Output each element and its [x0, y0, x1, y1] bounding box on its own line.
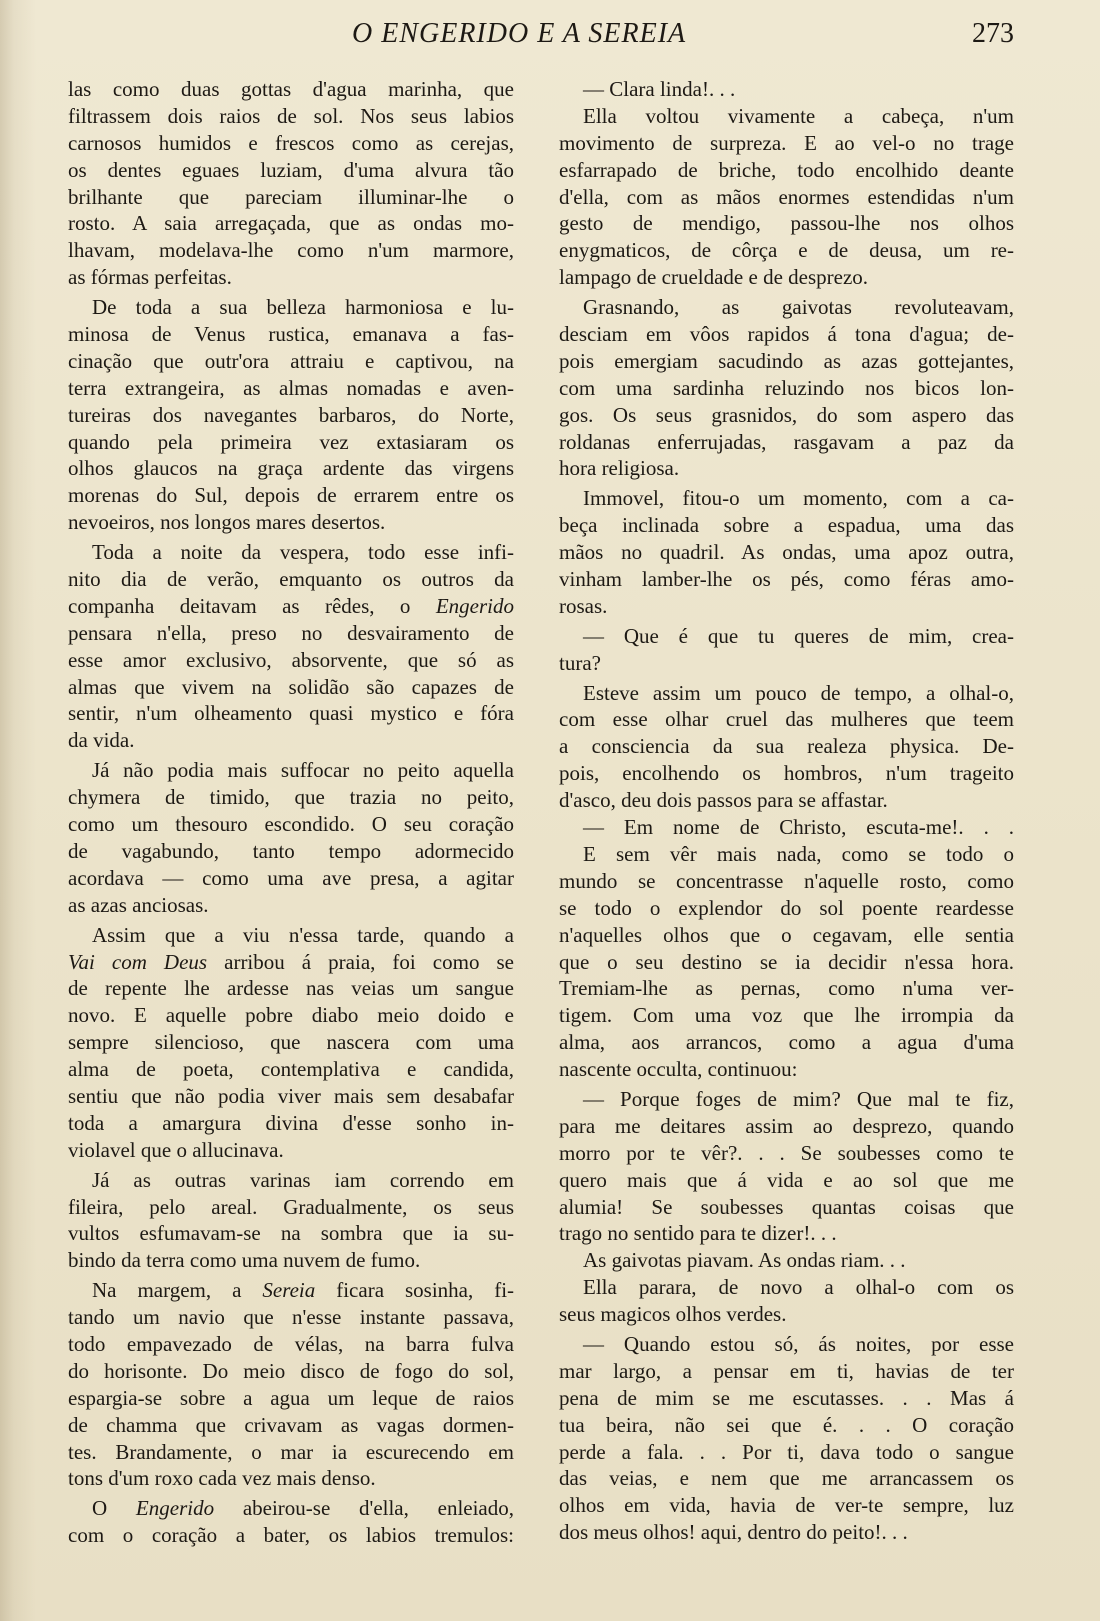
- text-line: — Quando estou só, ás noites, por esse: [583, 1331, 1014, 1356]
- text-line: todo empavezado de vélas, na barra fulva: [68, 1331, 514, 1356]
- text-line: cinação que outr'ora attraiu e captivou, na: [68, 348, 514, 373]
- text-line: Immovel, fitou-o um momento, com a ca-: [583, 486, 1014, 511]
- text-line: [68, 1277, 514, 1304]
- text-line: morro por te vêr?. . . Se soubesses como te: [559, 1140, 1014, 1165]
- text-line: mãos no quadril. As ondas, uma apoz outra,: [559, 540, 1014, 565]
- right-column: [559, 76, 1014, 1546]
- text-line: mundo se concentrasse n'aquelle rosto, como: [559, 868, 1014, 893]
- text-line: Ella parara, de novo a olhal-o com os: [583, 1275, 1014, 1300]
- italic-name: Vai com Deus: [68, 949, 208, 974]
- running-title: O ENGERIDO E A SEREIA: [352, 18, 687, 49]
- text-line: — Em nome de Christo, escuta-me!. . .: [583, 815, 1014, 840]
- text-line: tura?: [559, 650, 601, 675]
- text-line: vultos esfumavam-se na sombra que ia su-: [68, 1221, 514, 1246]
- text-line: com uma sardinha reluzindo nos bicos lon-: [559, 375, 1014, 400]
- text-line: da vida.: [68, 728, 135, 753]
- text-line: filtrassem dois raios de sol. Nos seus labios: [68, 103, 514, 128]
- page-number: 273: [972, 18, 1014, 49]
- text-line: das veias, e nem que me arrancassem os: [559, 1466, 1014, 1491]
- text-line: sentir, n'um olheamento quasi mystico e fóra: [68, 701, 514, 726]
- text-line: n'aquelles olhos que o cegavam, elle sentia: [559, 922, 1014, 947]
- text-line: como um thesouro escondido. O seu coração: [68, 812, 514, 837]
- text-line: E sem vêr mais nada, como se todo o: [583, 841, 1014, 866]
- text-line: Tremiam-lhe as pernas, como n'uma ver-: [559, 976, 1014, 1001]
- text-line: trago no sentido para te dizer!. . .: [559, 1221, 837, 1246]
- text-line: desciam em vôos rapidos á tona d'agua; de-: [559, 322, 1014, 347]
- text-line: alma de poeta, contemplativa e candida,: [68, 1057, 514, 1082]
- text-line: os dentes eguaes luziam, d'uma alvura tão: [68, 157, 514, 182]
- text-line: movimento de surpreza. E ao vel-o no trage: [559, 130, 1014, 155]
- text-line: Ella voltou vivamente a cabeça, n'um: [583, 103, 1014, 128]
- text-line: bindo da terra como uma nuvem de fumo.: [68, 1248, 421, 1273]
- text-line: tes. Brandamente, o mar ia escurecendo em: [68, 1439, 514, 1464]
- text-segment: ficara sosinha, fi-: [336, 1278, 514, 1303]
- text-line: fileira, pelo areal. Gradualmente, os seus: [68, 1194, 514, 1219]
- text-line: dos meus olhos! aqui, dentro do peito!. . .: [559, 1520, 908, 1545]
- text-line: chymera de timido, que trazia no peito,: [68, 785, 514, 810]
- text-line: espargia-se sobre a agua um leque de raios: [68, 1385, 514, 1410]
- text-line: [68, 949, 514, 976]
- text-line: carnosos humidos e frescos como as cerejas,: [68, 130, 514, 155]
- text-line: tureiras dos navegantes barbaros, do Norte,: [68, 402, 514, 427]
- text-line: violavel que o allucinava.: [68, 1137, 284, 1162]
- text-line: terra extrangeira, as almas nomadas e aven-: [68, 375, 514, 400]
- text-line: gesto de mendigo, passou-lhe nos olhos: [559, 211, 1014, 236]
- text-line: d'ella, com as mãos enormes estendidas n'um: [559, 184, 1014, 209]
- text-line: olhos em vida, havia de ver-te sempre, luz: [559, 1493, 1014, 1518]
- text-line: tons d'um roxo cada vez mais denso.: [68, 1466, 376, 1491]
- text-line: com o coração a bater, os labios tremulos:: [68, 1523, 514, 1548]
- text-line: nevoeiros, nos longos mares desertos.: [68, 510, 386, 535]
- text-line: olhos glaucos na graça ardente das virgens: [68, 456, 514, 481]
- text-line: morenas do Sul, depois de errarem entre os: [68, 483, 514, 508]
- text-line: enygmaticos, de côrça e de deusa, um re-: [559, 238, 1014, 263]
- text-line: de chamma que crivavam as vagas dormen-: [68, 1412, 514, 1437]
- text-line: vinham lamber-lhe os pés, como féras amo-: [559, 567, 1014, 592]
- text-line: a consciencia da sua realeza physica. De-: [559, 734, 1014, 759]
- text-line: brilhante que pareciam illuminar-lhe o: [68, 184, 514, 209]
- text-line: nascente occulta, continuou:: [559, 1057, 798, 1082]
- text-line: pois emergiam sacudindo as azas gottejantes,: [559, 348, 1014, 373]
- text-line: mar largo, a pensar em ti, havias de ter: [559, 1358, 1014, 1383]
- text-line: se todo o explendor do sol poente reardesse: [559, 895, 1014, 920]
- text-segment: O: [92, 1496, 108, 1521]
- text-line: minosa de Venus rustica, emanava a fas-: [68, 322, 514, 347]
- text-line: para me deitares assim ao desprezo, quando: [559, 1113, 1014, 1138]
- text-segment: Na margem, a: [92, 1278, 242, 1303]
- text-line: quando pela primeira vez extasiaram os: [68, 429, 514, 454]
- text-line: acordava — como uma ave presa, a agitar: [68, 865, 514, 890]
- text-line: com esse olhar cruel das mulheres que teem: [559, 707, 1014, 732]
- text-line: toda a amargura divina d'esse sonho in-: [68, 1110, 514, 1135]
- text-line: hora religiosa.: [559, 456, 680, 481]
- text-segment: abeirou-se d'ella, enleiado,: [242, 1496, 514, 1521]
- text-line: perde a fala. . . Por ti, dava todo o sangue: [559, 1439, 1014, 1464]
- page-header: [0, 14, 1100, 54]
- text-line: Grasnando, as gaivotas revoluteavam,: [583, 295, 1014, 320]
- text-line: las como duas gottas d'agua marinha, que: [68, 77, 514, 101]
- text-line: Toda a noite da vespera, todo esse infi-: [92, 540, 514, 565]
- text-line: de repente lhe ardesse nas veias um sangue: [68, 976, 514, 1001]
- text-line: roldanas enferrujadas, rasgavam a paz da: [559, 429, 1014, 454]
- text-line: novo. E aquelle pobre diabo meio doido e: [68, 1003, 514, 1028]
- text-line: tigem. Com uma voz que lhe irrompia da: [559, 1003, 1014, 1028]
- text-line: nito dia de verão, emquanto os outros da: [68, 567, 514, 592]
- text-line: alumia! Se soubesses quantas coisas que: [559, 1194, 1014, 1219]
- text-line: beça inclinada sobre a espadua, uma das: [559, 513, 1014, 538]
- text-line: lampago de crueldade e de desprezo.: [559, 265, 869, 290]
- italic-name: Sereia: [262, 1278, 316, 1303]
- text-line: Já as outras varinas iam correndo em: [92, 1167, 514, 1192]
- text-line: pois, encolhendo os hombros, n'um trageito: [559, 761, 1014, 786]
- text-line: tua beira, não sei que é. . . O coração: [559, 1412, 1014, 1437]
- text-line: Esteve assim um pouco de tempo, a olhal-o,: [583, 680, 1014, 705]
- text-line: pensara n'ella, preso no desvairamento de: [68, 620, 514, 645]
- text-segment: companha deitavam as rêdes, o: [68, 593, 411, 618]
- text-line: lhavam, modelava-lhe como n'um marmore,: [68, 238, 514, 263]
- text-line: rosto. A saia arregaçada, que as ondas mo-: [68, 211, 514, 236]
- text-line: — Clara linda!. . .: [583, 77, 736, 101]
- text-line: [68, 593, 514, 620]
- text-line: d'asco, deu dois passos para se affastar.: [559, 788, 888, 813]
- text-line: rosas.: [559, 593, 608, 618]
- text-line: Assim que a viu n'essa tarde, quando a: [92, 922, 514, 947]
- text-line: esfarrapado de briche, todo encolhido deante: [559, 157, 1014, 182]
- text-line: as azas anciosas.: [68, 892, 209, 917]
- text-line: Já não podia mais suffocar no peito aquella: [92, 758, 514, 783]
- text-line: esse amor exclusivo, absorvente, que só as: [68, 647, 514, 672]
- text-line: — Porque foges de mim? Que mal te fiz,: [583, 1086, 1014, 1111]
- text-line: [68, 1495, 514, 1522]
- text-line: — Que é que tu queres de mim, crea-: [583, 623, 1014, 648]
- text-line: as fórmas perfeitas.: [68, 265, 232, 290]
- text-line: almas que vivem na solidão são capazes de: [68, 674, 514, 699]
- text-line: gos. Os seus grasnidos, do som aspero das: [559, 402, 1014, 427]
- left-column: [68, 76, 514, 1549]
- text-line: seus magicos olhos verdes.: [559, 1302, 787, 1327]
- text-line: sempre silencioso, que nascera com uma: [68, 1030, 514, 1055]
- italic-name: Engerido: [135, 1496, 215, 1521]
- text-line: De toda a sua belleza harmoniosa e lu-: [92, 295, 514, 320]
- text-line: sentiu que não podia viver mais sem desabafar: [68, 1083, 514, 1108]
- text-segment: arribou á praia, foi como se: [224, 949, 514, 974]
- italic-name: Engerido: [435, 593, 514, 618]
- text-line: pena de mim se me escutasses. . . Mas á: [559, 1385, 1014, 1410]
- text-line: As gaivotas piavam. As ondas riam. . .: [583, 1248, 906, 1273]
- text-line: quero mais que á vida e ao sol que me: [559, 1167, 1014, 1192]
- text-line: que o seu destino se ia decidir n'essa hora.: [559, 949, 1014, 974]
- text-line: de vagabundo, tanto tempo adormecido: [68, 838, 514, 863]
- text-line: alma, aos arrancos, como a agua d'uma: [559, 1030, 1014, 1055]
- text-line: do horisonte. Do meio disco de fogo do sol,: [68, 1358, 514, 1383]
- text-line: tando um navio que n'esse instante passava,: [68, 1305, 514, 1330]
